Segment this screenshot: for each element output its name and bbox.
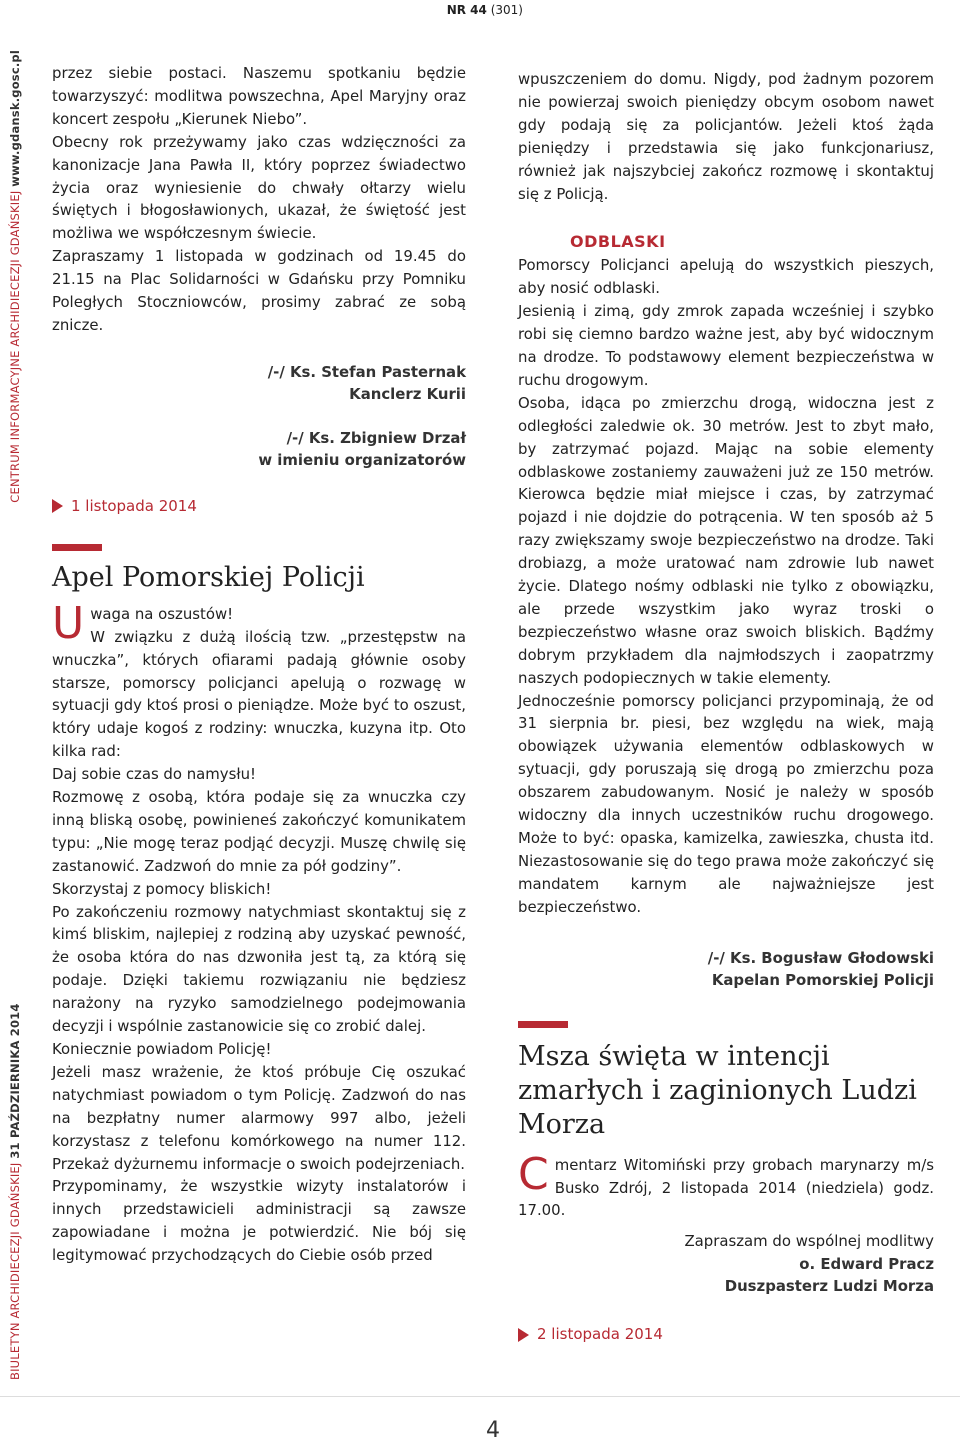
continuation-paragraph: wpuszczeniem do domu. Nigdy, pod żadnym pozorem nie powierzaj swoich pieniędzy obcym osobom nawet gdy podają się za policjantów. Jeżeli ktoś żąda pieniędzy i przedstawia się jako funkcjonariusz, również jak najszybciej zakończ rozmowę i skontaktuj się z Policją. (518, 70, 934, 203)
reminder-paragraph: Przypominamy, że wszystkie wizyty instalatorów i innych przedstawicieli administracji są zawsze zapowiadane i można je potwierdzić. Nie bój się legitymować przychodzących do Ciebie osób przed (52, 1177, 466, 1265)
issue-number-paren: (301) (490, 3, 523, 17)
bulletin-title: BIULETYN ARCHIDIECEZJI GDAŃSKIEJ (8, 1162, 22, 1380)
footer-rule (0, 1396, 960, 1397)
appeal-first-line: waga na oszustów! (90, 604, 234, 623)
sidebar-left (8, 1003, 22, 1380)
tip-3-heading: Koniecznie powiadom Policję! (52, 1040, 272, 1058)
page-number: 4 (486, 1418, 500, 1443)
signature-1-name: /-/ Ks. Stefan Pasternak (267, 362, 466, 381)
signature-2-name: /-/ Ks. Zbigniew Drzał (286, 428, 466, 447)
headline-police-appeal: Apel Pomorskiej Policji (52, 561, 365, 593)
issue-label: NR 44 (446, 3, 487, 17)
signature-3-role: Kapelan Pomorskiej Policji (711, 970, 934, 989)
dateline-1 (52, 495, 466, 518)
headline-accent-bar (52, 544, 102, 551)
reflectors-p2: Jesienią i zimą, gdy zmrok zapada wcześniej i szybko robi się ciemno bardzo ważne jest, aby być widocznym na drodze. To podstawowy element bezpieczeństwa w ruchu drogowym. (518, 302, 934, 389)
intro-paragraph: przez siebie postaci. Naszemu spotkaniu będzie towarzyszyć: modlitwa powszechna, Apel Maryjny oraz koncert zespołu „Kierunek Niebo”. (52, 64, 466, 128)
headline-accent-bar-2 (518, 1021, 568, 1028)
tip-2-heading: Skorzystaj z pomocy bliskich! (52, 879, 272, 898)
vertical-sidebar (4, 50, 26, 1380)
year-paragraph: Obecny rok przeżywamy jako czas wdzięczności za kanonizacje Jana Pawła II, który poprzez świadectwo życia oraz wyniesienie do chwały ołtarzy wielu świętych i błogosławionych, ukazał, że świętość jest możliwa we współczesnym świecie. (52, 132, 466, 243)
dropcap-c: C (518, 1148, 549, 1200)
dropcap-u: U (52, 597, 85, 649)
signature-3-name: /-/ Ks. Bogusław Głodowski (707, 948, 934, 967)
signature-4-name: o. Edward Pracz (799, 1255, 934, 1274)
subheading-reflectors: ODBLASKI (570, 232, 666, 252)
bulletin-date: 31 PAŹDZIERNIKA 2014 (8, 1003, 22, 1159)
signature-4 (518, 1253, 934, 1297)
left-column (52, 62, 466, 1267)
appeal-second-line: W związku z dużą ilością tzw. „przestępstw na wnuczka”, których ofiarami padają głównie osoby starsze, pomorscy policjanci apelują o rozwagę w sytuacji gdy ktoś prosi o pieniądze. Może być to oszust, który udaje kogoś z rodziny: wnuczka, kuzyna itp. Oto kilka rad: (52, 627, 466, 761)
appeal-first-paragraph (52, 597, 466, 763)
tip-2-body: Po zakończeniu rozmowy natychmiast skontaktuj się z kimś bliskim, najlepiej z rodziną aby uzyskać pewność, że osoba która do nas dzwoniła jest tą, za którą się podaje. Dzięki takiemu rozwiązaniu nie będziesz narażony na ryzyko samodzielnego podejmowania decyzji i wspólnie zastanowicie się co zrobić dalej. (52, 902, 466, 1036)
triangle-marker-icon (52, 499, 63, 513)
right-column (518, 68, 934, 1346)
signature-2 (52, 427, 466, 471)
invite-paragraph: Zapraszamy 1 listopada w godzinach od 19.45 do 21.15 na Plac Solidarności w Gdańsku przy Pomniku Poległych Stoczniowców, prosimy zabrać ze sobą znicze. (52, 247, 466, 334)
signature-4-role: Duszpasterz Ludzi Morza (724, 1277, 934, 1296)
triangle-marker-icon (518, 1328, 529, 1342)
tip-3-body: Jeżeli masz wrażenie, że ktoś próbuje Cię oszukać natychmiast powiadom o tym Policję. Zadzwoń do nas na bezpłatny numer alarmowy 997 albo, jeżeli korzystasz z telefonu komórkowego na numer 112. Przekaż dyżurnemu informacje o swoich podejrzeniach. (52, 1062, 466, 1173)
issue-number (447, 3, 523, 17)
headline-mass: Msza święta w intencji zmarłych i zaginionych Ludzi Morza (518, 1040, 917, 1140)
tip-1-heading: Daj sobie czas do namysłu! (52, 765, 257, 784)
reflectors-p3: Osoba, idąca po zmierzchu drogą, widoczna jest z odległości zaledwie ok. 30 metrów. Jest to zbyt mało, by zatrzymać pojazd. Mając na sobie elementy odblaskowe zostaniemy zauważeni już ze 150 metrów. Kierowca będzie miał miejsce i czas, by zatrzymać pojazd i nie dojdzie do potrącenia. W ten sposób aż 5 razy zwiększamy swoje bezpieczeństwo na drodze. Taki drobiazg, a może uratować nam zdrowie lub nawet życie. Dlatego nośmy odblaski nie tylko z obowiązku, ale przede wszystkim jako wyraz troski o bezpieczeństwo własne oraz swoich bliskich. Bądźmy dobrym przykładem dla najmłodszych i zaopatrzmy naszych podopiecznych w takie elementy. (518, 393, 934, 687)
info-center: CENTRUM INFORMACYJNE ARCHIDIECEZJI GDAŃSKIEJ (8, 190, 22, 503)
mass-body: mentarz Witomiński przy grobach marynarzy m/s Busko Zdrój, 2 listopada 2014 (niedziela) godz. 17.00. (518, 1155, 934, 1220)
signature-1 (52, 361, 466, 405)
dateline-2-text: 2 listopada 2014 (537, 1325, 663, 1344)
website-link[interactable]: www.gdansk.gosc.pl (8, 50, 22, 187)
signature-1-role: Kanclerz Kurii (349, 384, 466, 403)
mass-invite: Zapraszam do wspólnej modlitwy (684, 1232, 934, 1251)
signature-2-role: w imieniu organizatorów (258, 450, 466, 469)
reflectors-p1: Pomorscy Policjanci apelują do wszystkich pieszych, aby nosić odblaski. (518, 256, 934, 298)
reflectors-p4: Jednocześnie pomorscy policjanci przypominają, że od 31 sierpnia br. piesi, bez względu na wiek, mają obowiązek używania elementów odblaskowych w sytuacji, gdy poruszają się drogą po zmierzchu poza obszarem zabudowanym. Nosić je należy w sposób widoczny dla innych uczestników ruchu drogowego. Może to być: opaska, kamizelka, zawieszka, chusta itd. Niezastosowanie się do tego prawa może zakończyć się mandatem karnym ale najważniejsze jest bezpieczeństwo. (518, 691, 934, 916)
sidebar-right (8, 50, 22, 503)
dateline-1-text: 1 listopada 2014 (71, 496, 197, 515)
signature-3 (518, 947, 934, 991)
dateline-2 (518, 1323, 934, 1346)
tip-1-body: Rozmowę z osobą, która podaje się za wnuczka czy inną bliską osobę, powinieneś zakończyć komunikatem typu: „Nie mogę teraz podjąć decyzji. Muszę chwilę się zastanowić. Zadzwoń do mnie za pół godziny”. (52, 788, 466, 875)
mass-paragraph (518, 1148, 934, 1223)
